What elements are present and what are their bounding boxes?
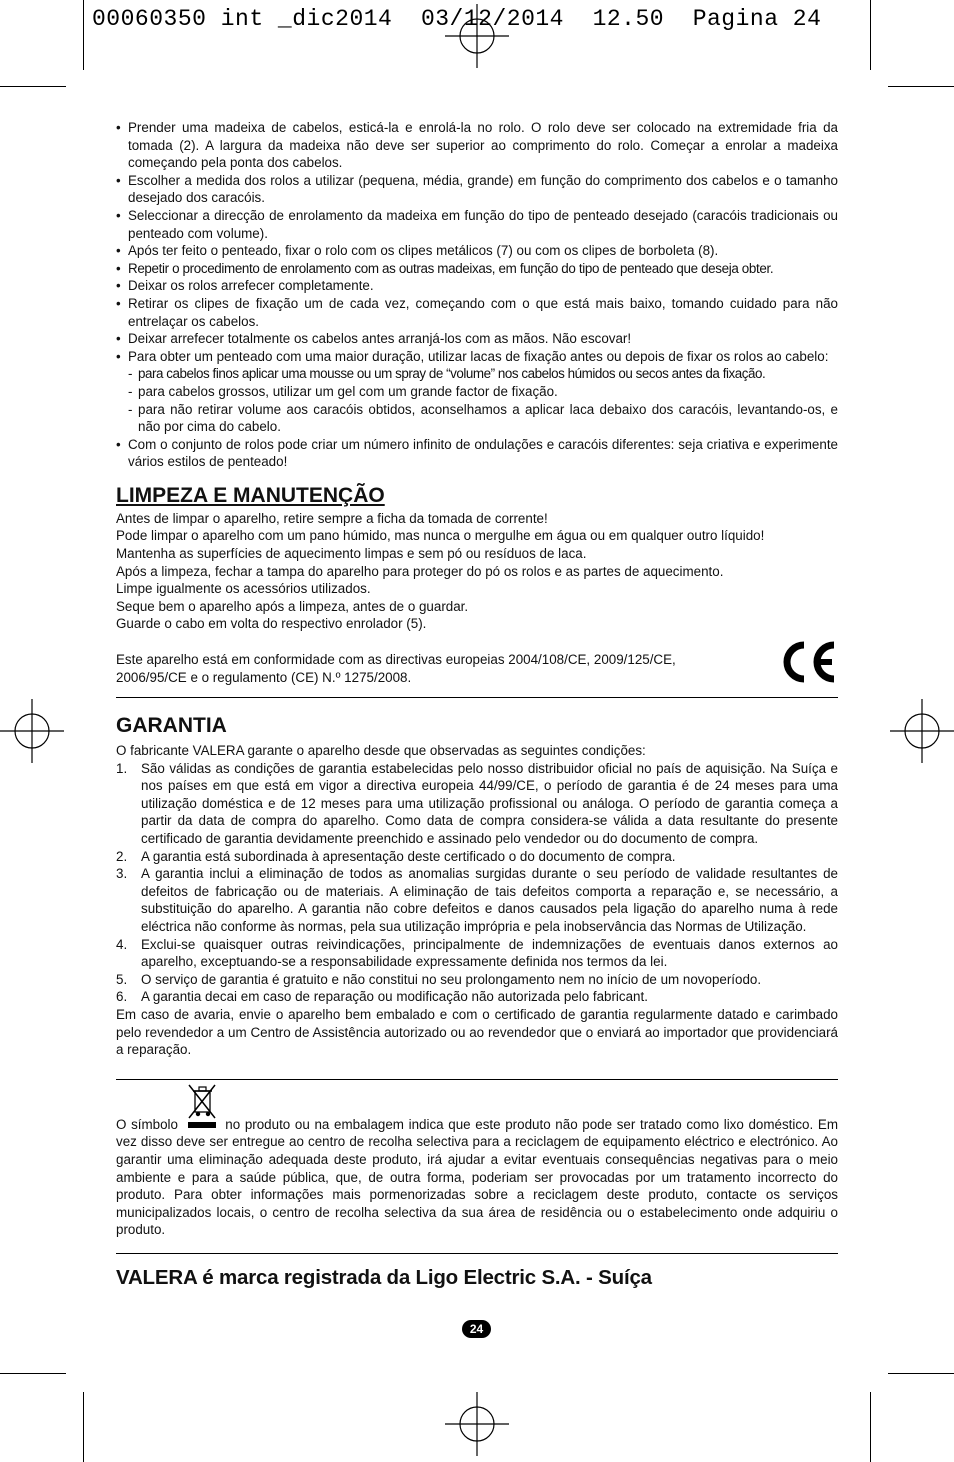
weee-crossed-bin-icon (186, 1116, 218, 1129)
limpeza-line: Pode limpar o aparelho com um pano húmido, mas nunca o mergulhe em água ou em qualquer outro líquido! (116, 528, 765, 544)
limpeza-line: Limpe igualmente os acessórios utilizados. (116, 581, 371, 597)
list-item: • Deixar os rolos arrefecer completamente. (116, 277, 838, 295)
crop-mark-bottom-left-h (0, 1373, 66, 1374)
garantia-heading: GARANTIA (116, 714, 227, 738)
ce-compliance-text: Este aparelho está em conformidade com as directivas europeias 2004/108/CE, 2009/125/CE, 2006/95/CE e o regulamento (CE) N.º 1275/2008. (116, 652, 676, 685)
item-text: O serviço de garantia é gratuito e não constitui no seu prolongamento nem no início de um novoperíodo. (141, 971, 762, 987)
sub-list-item: - para cabelos finos aplicar uma mousse ou um spray de “volume” nos cabelos húmidos ou secos antes da fixação. (128, 365, 838, 383)
list-item (116, 971, 838, 989)
item-text: A garantia inclui a eliminação de todos as anomalias surgidas durante o seu período de validade resultantes de defeitos de fabricação ou de materiais. A eliminação de tais defeitos comporta a reparação e, se necessário, a substituição do aparelho. A garantia não cobre defeitos e danos causados pela ligação do aparelho numa à rede eléctrica não conforme às normas, pela sua utilização imprópria e pela inobservância das Normas de Utilização. (141, 866, 838, 934)
garantia-conditions-list (116, 760, 838, 1006)
fixation-tips-list (128, 365, 838, 435)
limpeza-line: Antes de limpar o aparelho, retire sempre a ficha da tomada de corrente! (116, 510, 548, 526)
item-number: 6. (116, 989, 128, 1005)
weee-text-before: O símbolo (116, 1116, 178, 1132)
sub-list-item: - para cabelos grossos, utilizar um gel com um grande factor de fixação. (128, 383, 838, 401)
item-number: 3. (116, 866, 128, 882)
print-slug: 00060350 int _dic2014 03/12/2014 12.50 Pagina 24 (92, 6, 822, 32)
limpeza-line: Guarde o cabo em volta do respectivo enrolador (5). (116, 616, 427, 632)
item-text: São válidas as condições de garantia estabelecidas pelo nosso distribuidor oficial no país de aquisição. Na Suíça e nos países em que está em vigor a directiva europeia 44/99/CE, o período de garantia é de 24 meses para uma utilização doméstica e de 12 meses para uma utilização profissional ou análoga. O período de garantia começa a partir da data de compra do aparelho. Como data de compra considera-se válida a data resultante do presente certificado de garantia devidamente preenchido e assinado pelo vendedor ou do documento de compra. (141, 760, 838, 846)
registration-mark-icon (445, 4, 509, 68)
page-content (116, 119, 838, 1290)
limpeza-line: Após a limpeza, fechar a tampa do aparelho para proteger do pó os rolos e as partes de aquecimento. (116, 563, 724, 579)
registration-mark-icon (445, 1392, 509, 1456)
item-text: Exclui-se quaisquer outras reivindicações, principalmente de indemnizações de eventuais danos externos ao aparelho, exceptuando-se a responsabilidade expressamente definida nos termos da lei. (141, 936, 838, 970)
divider (116, 1253, 838, 1254)
list-item-with-subitems (116, 348, 838, 436)
limpeza-heading: LIMPEZA E MANUTENÇÃO (116, 483, 385, 507)
list-item: • Deixar arrefecer totalmente os cabelos antes arranjá-los com as mãos. Não escovar! (116, 330, 838, 348)
list-item-text: Para obter um penteado com uma maior duração, utilizar lacas de fixação antes ou depois de fixar os rolos ao cabelo: (128, 348, 829, 364)
garantia-closing: Em caso de avaria, envie o aparelho bem embalado e com o certificado de garantia regularmente datado e carimbado pelo revendedor a um Centro de Assistência autorizado ou ao revendedor que o enviará ao importador que providenciará a reparação. (116, 1006, 838, 1058)
item-text: A garantia está subordinada à apresentação deste certificado o do documento de compra. (141, 848, 676, 864)
usage-instructions-list (116, 119, 838, 471)
limpeza-line: Mantenha as superfícies de aquecimento limpas e sem pó ou resíduos de laca. (116, 546, 587, 562)
item-text: A garantia decai em caso de reparação ou modificação não autorizada pelo fabricant. (141, 989, 648, 1005)
weee-disposal-notice (116, 1080, 838, 1239)
divider (116, 697, 838, 698)
ce-mark-icon (778, 639, 840, 685)
item-number: 4. (116, 936, 128, 952)
list-item: • Prender uma madeixa de cabelos, esticá-la e enrolá-la no rolo. O rolo deve ser colocado na extremidade fria da tomada (2). A largura da madeixa não deve ser superior ao comprimento do rolo. Começar a enrolar a madeixa começando pela ponta dos cabelos. (116, 119, 838, 172)
garantia-section (116, 742, 838, 1059)
list-item (116, 865, 838, 935)
list-item (116, 848, 838, 866)
list-item (116, 988, 838, 1006)
list-item (116, 760, 838, 848)
list-item (116, 936, 838, 971)
list-item: • Com o conjunto de rolos pode criar um número infinito de ondulações e caracóis diferentes: seja criativa e experimente vários estilos de penteado! (116, 436, 838, 471)
crop-mark-top-left-v (83, 0, 84, 70)
garantia-intro: O fabricante VALERA garante o aparelho desde que observadas as seguintes condições: (116, 743, 646, 759)
item-number: 5. (116, 971, 128, 987)
crop-mark-top-left-h (0, 86, 66, 87)
list-item: • Repetir o procedimento de enrolamento com as outras madeixas, em função do tipo de penteado que deseja obter. (116, 260, 838, 278)
page-number-badge: 24 (462, 1320, 491, 1338)
list-item: • Seleccionar a direcção de enrolamento da madeixa em função do tipo de penteado desejado (caracóis tradicionais ou penteado com volume). (116, 207, 838, 242)
item-number: 2. (116, 848, 128, 864)
crop-mark-top-right-h (888, 86, 954, 87)
list-item: • Retirar os clipes de fixação um de cada vez, começando com o que está mais baixo, tomando cuidado para não entrelaçar os cabelos. (116, 295, 838, 330)
crop-mark-bottom-right-v (870, 1392, 871, 1462)
weee-text-after: no produto ou na embalagem indica que este produto não pode ser tratado como lixo doméstico. Em vez disso deve ser entregue ao centro de recolha selectiva para a reciclagem de equipamento eléctrico e electrónico. Ao garantir uma eliminação adequada deste produto, irá ajudar a evitar eventuais consequências negativas para o meio ambiente e para a saúde pública, que, de outra forma, poderiam ser provocadas por um tratamento incorrecto do produto. Para obter informações mais pormenorizadas sobre a reciclagem deste produto, contacte os serviços municipalizados locais, o centro de recolha selectiva da sua área de residência ou o estabelecimento onde adquiriu o produto. (116, 1116, 838, 1238)
list-item: • Após ter feito o penteado, fixar o rolo com os clipes metálicos (7) ou com os clipes de borboleta (8). (116, 242, 838, 260)
registration-mark-icon (0, 699, 64, 763)
sub-list-item: - para não retirar volume aos caracóis obtidos, aconselhamos a aplicar laca debaixo dos caracóis, levantando-os, e não por cima do cabelo. (128, 401, 838, 436)
item-number: 1. (116, 760, 128, 776)
crop-mark-bottom-right-h (888, 1373, 954, 1374)
list-item: • Escolher a medida dos rolos a utilizar (pequena, média, grande) em função do comprimento dos cabelos e o tamanho desejado dos caracóis. (116, 172, 838, 207)
limpeza-section (116, 510, 838, 633)
ce-compliance (116, 651, 838, 687)
brand-trademark-note: VALERA é marca registrada da Ligo Electric S.A. - Suíça (116, 1265, 652, 1289)
crop-mark-top-right-v (870, 0, 871, 70)
crop-mark-bottom-left-v (83, 1392, 84, 1462)
registration-mark-icon (890, 699, 954, 763)
limpeza-line: Seque bem o aparelho após a limpeza, antes de o guardar. (116, 598, 469, 614)
